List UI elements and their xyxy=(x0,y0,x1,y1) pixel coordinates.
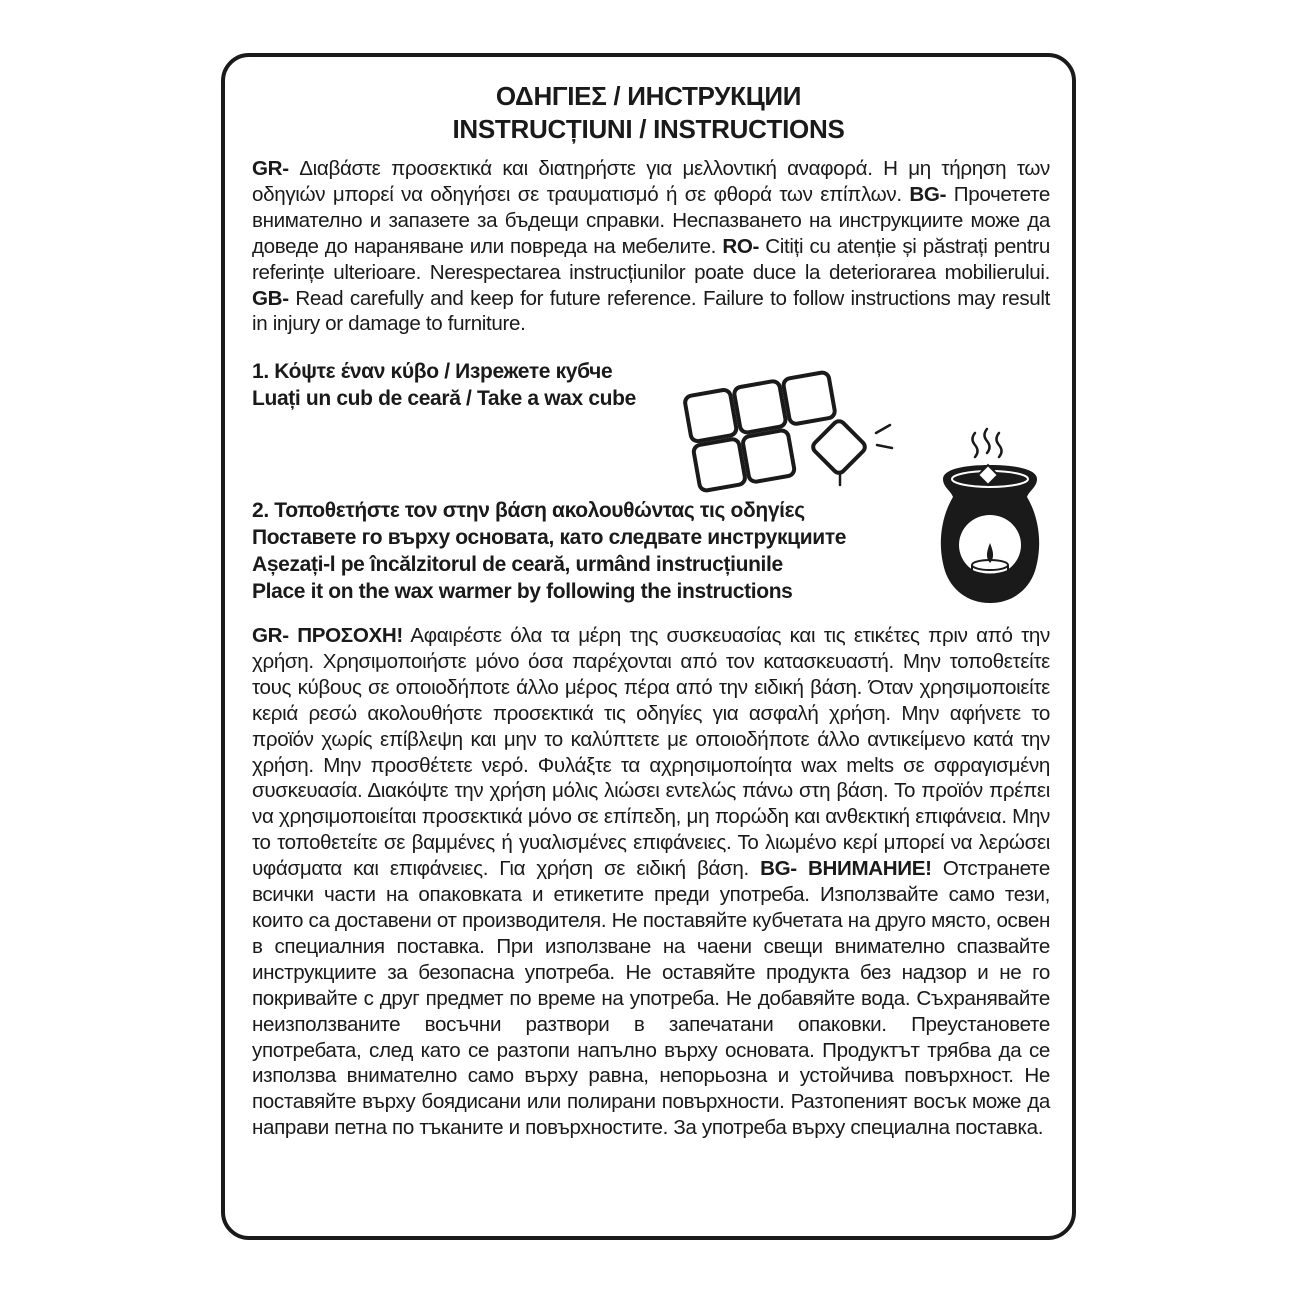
intro-bg-text: Прочетете внимателно и запазете за бъдещи справки. Неспазването на инструкциите може да доведе до нараняване или повреда на мебелите. xyxy=(252,182,1051,258)
intro-gr-code: GR- xyxy=(252,157,289,180)
intro-ro-code: RO- xyxy=(722,234,760,258)
wax-cube-tray-icon xyxy=(680,345,910,495)
intro-paragraph xyxy=(252,156,1050,337)
step-1-line-2: Luați un cub de ceară / Take a wax cube xyxy=(252,387,636,410)
warn-gr-label: GR- ΠΡΟΣΟΧΗ! xyxy=(252,624,403,647)
intro-gb-text: Read carefully and keep for future reference. Failure to follow instructions may result in injury or damage to furniture. xyxy=(252,286,1051,336)
intro-gr-text: Διαβάστε προσεκτικά και διατηρήστε για μελλοντική αναφορά. Η μη τήρηση των οδηγιών μπορεί να οδηγήσει σε τραυματισμό ή σε φθορά των επίπλων. xyxy=(252,157,1050,206)
wax-warmer-icon xyxy=(935,425,1045,610)
warn-gr-text: Αφαιρέστε όλα τα μέρη της συσκευασίας και τις ετικέτες πριν από την χρήση. Χρησιμοποιήστε μόνο όσα παρέχονται από τον κατασκευαστή. Μην τοποθετείτε τους κύβους σε οποιοδήποτε άλλο μέρος πέρα από την ειδική βάση. Όταν χρησιμοποιείτε κεριά ρεσώ ακολουθήστε προσεκτικά τις οδηγίες για ασφαλή χρήση. Μην αφήνετε το προϊόν χωρίς επίβλεψη και μην το καλύπτετε με οποιοδήποτε άλλο αντικείμενο κατά την χρήση. Μην προσθέτετε νερό. Φυλάξτε τα αχρησιμοποίητα wax melts σε σφραγισμένη συσκευασία. Διακόψτε την χρήση μόλις λιώσει εντελώς πάνω στη βάση. Το προϊόν πρέπει να χρησιμοποιείται προσεκτικά μόνο σε επίπεδη, μη πορώδη και ανθεκτική επιφάνεια. Μην το τοποθετείτε σε βαμμένες ή γυαλισμένες επιφάνειες. Το λιωμένο κερί μπορεί να λερώσει υφάσματα και επιφάνειες. Για χρήση σε ειδική βάση. xyxy=(252,624,1050,881)
step-2-line-3: Așezați-l pe încălzitorul de ceară, urmând instrucțiunile xyxy=(252,553,783,576)
step-2-line-2: Поставете го върху основата, като следвате инструкциите xyxy=(252,526,847,549)
step-1-line-1: 1. Κόψτε έναν κύβο / Изрежете кубче xyxy=(252,360,613,383)
warn-bg-label: BG- ВНИМАНИЕ! xyxy=(760,857,932,881)
title-line-1: ΟΔΗΓΙΕΣ / ИНСТРУКЦИИ xyxy=(495,81,802,111)
intro-bg-code: BG- xyxy=(909,182,947,206)
intro-ro-text: Citiți cu atenție și păstrați pentru referințe ulterioare. Nerespectarea instrucțiunilor poate duce la deteriorarea mobilierului. xyxy=(252,234,1051,284)
step-1 xyxy=(252,358,636,412)
warn-bg-text: Отстранете всички части на опаковката и етикетите преди употреба. Използвайте само тези, които са доставени от производителя. Не поставяйте кубчетата на друго място, освен в специалния поставка. При използване на чаени свещи внимателно спазвайте инструкциите за безопасна употреба. Не оставяйте продукта без надзор и не го покривайте с друг предмет по време на употреба. Не добавяйте вода. Съхранявайте неизползваните восъчни разтвори в запечатани опаковки. Преустановете употребата, след като се разтопи напълно върху основата. Продуктът трябва да се използва внимателно само върху равна, непорьозна и устойчива повърхност. Не поставяйте върху боядисани или полирани повърхности. Разтопеният восък може да направи петна по тъканите и повърхностите. За употреба върху специална поставка. xyxy=(252,857,1051,1140)
step-2-line-1: 2. Τοποθετήστε τον στην βάση ακολουθώντας τις οδηγίες xyxy=(252,499,805,522)
title-line-2: INSTRUCȚIUNI / INSTRUCTIONS xyxy=(452,114,845,144)
step-2-line-4: Place it on the wax warmer by following the instructions xyxy=(252,580,793,603)
warnings-paragraph xyxy=(252,623,1050,1141)
step-2 xyxy=(252,497,846,605)
intro-gb-code: GB- xyxy=(252,286,289,310)
